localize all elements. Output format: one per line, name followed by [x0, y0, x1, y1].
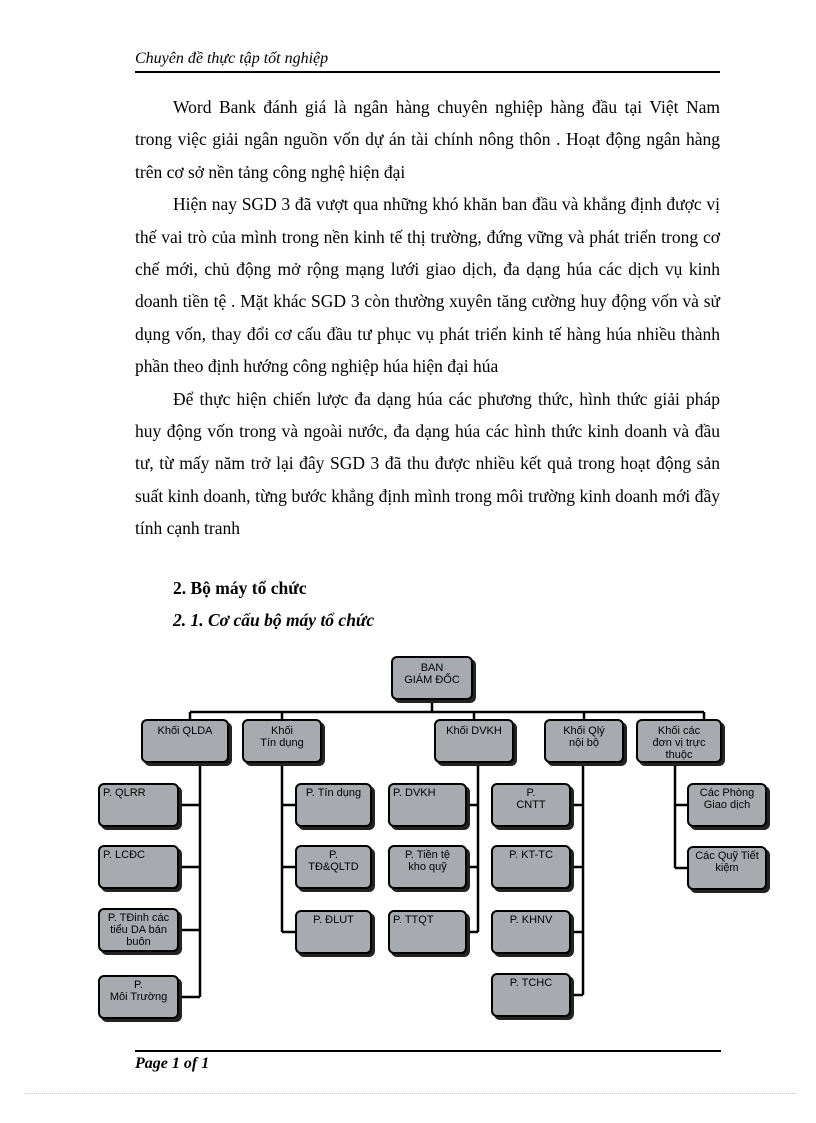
org-dept-cac-phong-giao-dich: Các Phòng Giao dịch	[687, 783, 767, 827]
org-dept-tin-dung: P. Tín dụng	[295, 783, 372, 827]
org-dept-cac-quy-tiet-kiem: Các Quỹ Tiết kiệm	[687, 846, 767, 890]
paragraph-2: Hiện nay SGD 3 đã vượt qua những khó khăn ban đầu và khẳng định được vị thế vai trò của mình trong nền kinh tế thị trường, đứng vững và phát triển trong cơ chế mới, chủ động mở rộng mạng lưới giao dịch, đa dạng húa các dịch vụ kinh doanh tiền tệ . Mặt khác SGD 3 còn thường xuyên tăng cường huy động vốn và sử dụng vốn, thay đổi cơ cấu đầu tư phục vụ phát triển kinh tế hàng húa nhiều thành phần theo định hướng công nghiệp húa hiện đại húa	[135, 194, 720, 377]
org-dept-moi-truong: P. Môi Trường	[98, 975, 179, 1019]
org-dept-dlut: P. ĐLUT	[295, 910, 372, 954]
subsection-heading: 2. 1. Cơ cấu bộ máy tổ chức	[173, 610, 375, 630]
org-node-root: BAN GIÁM ĐỐC	[391, 656, 473, 700]
document-header: Chuyên đề thực tập tốt nghiệp	[135, 48, 720, 73]
org-dept-ttqt: P. TTQT	[388, 910, 467, 954]
footer-rule	[135, 1050, 721, 1052]
section-heading: 2. Bộ máy tổ chức	[173, 578, 307, 598]
org-block-tin-dung: Khối Tín dụng	[242, 719, 322, 763]
org-dept-tchc: P. TCHC	[491, 973, 571, 1017]
org-dept-khnv: P. KHNV	[491, 910, 571, 954]
body-text	[135, 91, 720, 545]
org-block-dvkh: Khối DVKH	[434, 719, 514, 763]
org-dept-td-qltd: P. TĐ&QLTD	[295, 845, 372, 889]
page-number: Page 1 of 1	[135, 1055, 210, 1072]
org-dept-lcdc: P. LCĐC	[98, 845, 179, 889]
paragraph-1: Word Bank đánh giá là ngân hàng chuyên nghiệp hàng đầu tại Việt Nam trong việc giải ngân nguồn vốn dự án tài chính nông thôn . Hoạt động ngân hàng trên cơ sở nền tảng công nghệ hiện đại	[135, 97, 720, 182]
org-dept-cntt: P. CNTT	[491, 783, 571, 827]
org-block-don-vi-truc-thuoc: Khối các đơn vị trực thuộc	[636, 719, 722, 763]
page-edge-dotted-line	[25, 1093, 795, 1094]
org-dept-qlrr: P. QLRR	[98, 783, 179, 827]
org-dept-tdinh-da: P. TĐinh các tiểu DA bán buôn	[98, 908, 179, 952]
org-block-qly-noi-bo: Khối Qlý nội bộ	[544, 719, 624, 763]
org-dept-kt-tc: P. KT-TC	[491, 845, 571, 889]
paragraph-3: Để thực hiện chiến lược đa dạng húa các phương thức, hình thức giải pháp huy động vốn trong và ngoài nước, đa dạng húa các hình thức kinh doanh và đầu tư, từ mấy năm trở lại đây SGD 3 đã thu được nhiều kết quả trong hoạt động sản suất kinh doanh, từng bước khẳng định mình trong môi trường kinh doanh mới đầy tính cạnh tranh	[135, 388, 720, 539]
org-block-qlda: Khối QLDA	[141, 719, 229, 763]
org-dept-tien-te-kho-quy: P. Tiền tệ kho quỹ	[388, 845, 467, 889]
org-dept-dvkh: P. DVKH	[388, 783, 467, 827]
